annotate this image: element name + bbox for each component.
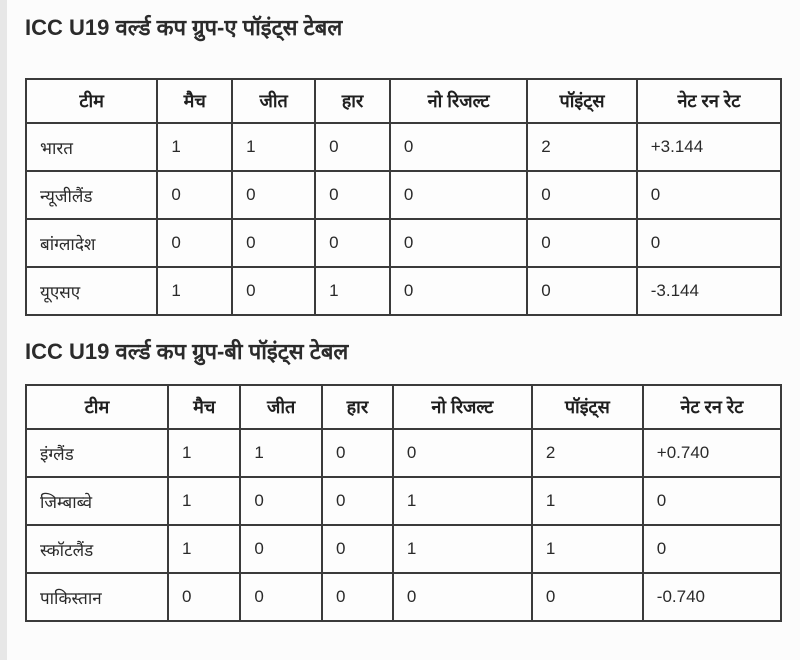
column-header: नो रिजल्ट	[393, 385, 532, 429]
stat-cell: 1	[168, 525, 240, 573]
column-header: मैच	[168, 385, 240, 429]
stat-cell: 1	[232, 123, 315, 171]
team-name-cell: पाकिस्तान	[26, 573, 168, 621]
stat-cell: -0.740	[643, 573, 781, 621]
stat-cell: +3.144	[637, 123, 781, 171]
stat-cell: 1	[157, 123, 232, 171]
stat-cell: 0	[393, 429, 532, 477]
stat-cell: -3.144	[637, 267, 781, 315]
column-header: जीत	[232, 79, 315, 123]
team-name-cell: भारत	[26, 123, 157, 171]
group-b-table-title: ICC U19 वर्ल्ड कप ग्रुप-बी पॉइंट्स टेबल	[25, 339, 349, 364]
column-header: हार	[315, 79, 390, 123]
table-row	[26, 525, 781, 573]
table-row	[26, 477, 781, 525]
stat-cell: 0	[527, 267, 636, 315]
table-row	[26, 429, 781, 477]
stat-cell: 0	[390, 267, 527, 315]
stat-cell: 0	[322, 429, 393, 477]
stat-cell: 0	[232, 171, 315, 219]
stat-cell: 1	[532, 525, 643, 573]
group-a-table-title: ICC U19 वर्ल्ड कप ग्रुप-ए पॉइंट्स टेबल	[25, 15, 343, 40]
header-row	[26, 385, 781, 429]
article-content	[25, 0, 782, 622]
stat-cell: 0	[532, 573, 643, 621]
stat-cell: 0	[322, 573, 393, 621]
stat-cell: 0	[157, 219, 232, 267]
column-header: मैच	[157, 79, 232, 123]
stat-cell: 0	[315, 219, 390, 267]
column-header: पॉइंट्स	[527, 79, 636, 123]
points-table-group-a	[25, 78, 782, 316]
points-table-group-b	[25, 384, 782, 622]
stat-cell: 0	[643, 477, 781, 525]
stat-cell: 0	[390, 123, 527, 171]
stat-cell: 0	[390, 219, 527, 267]
column-header: नेट रन रेट	[643, 385, 781, 429]
team-name-cell: इंग्लैंड	[26, 429, 168, 477]
stat-cell: 1	[532, 477, 643, 525]
column-header: टीम	[26, 79, 157, 123]
table-row	[26, 573, 781, 621]
table-row	[26, 267, 781, 315]
stat-cell: 2	[527, 123, 636, 171]
table-row	[26, 123, 781, 171]
team-name-cell: बांग्लादेश	[26, 219, 157, 267]
stat-cell: 0	[390, 171, 527, 219]
stat-cell: 0	[240, 573, 322, 621]
stat-cell: 1	[315, 267, 390, 315]
stat-cell: 1	[168, 477, 240, 525]
stat-cell: 0	[393, 573, 532, 621]
stat-cell: 0	[315, 171, 390, 219]
stat-cell: 0	[322, 477, 393, 525]
column-header: नो रिजल्ट	[390, 79, 527, 123]
stat-cell: 0	[527, 171, 636, 219]
stat-cell: 0	[643, 525, 781, 573]
stat-cell: 0	[232, 219, 315, 267]
team-name-cell: स्कॉटलैंड	[26, 525, 168, 573]
stat-cell: 0	[637, 171, 781, 219]
stat-cell: 0	[322, 525, 393, 573]
stat-cell: 2	[532, 429, 643, 477]
team-name-cell: जिम्बाब्वे	[26, 477, 168, 525]
stat-cell: 0	[315, 123, 390, 171]
stat-cell: 1	[393, 477, 532, 525]
stat-cell: 1	[168, 429, 240, 477]
stat-cell: 0	[240, 525, 322, 573]
table-row	[26, 219, 781, 267]
stat-cell: 0	[527, 219, 636, 267]
stat-cell: 0	[168, 573, 240, 621]
stat-cell: +0.740	[643, 429, 781, 477]
team-name-cell: न्यूजीलैंड	[26, 171, 157, 219]
stat-cell: 0	[240, 477, 322, 525]
stat-cell: 1	[393, 525, 532, 573]
column-header: टीम	[26, 385, 168, 429]
stat-cell: 0	[232, 267, 315, 315]
column-header: पॉइंट्स	[532, 385, 643, 429]
column-header: नेट रन रेट	[637, 79, 781, 123]
header-row	[26, 79, 781, 123]
stat-cell: 0	[157, 171, 232, 219]
left-edge-strip	[0, 0, 7, 660]
team-name-cell: यूएसए	[26, 267, 157, 315]
stat-cell: 1	[240, 429, 322, 477]
column-header: हार	[322, 385, 393, 429]
table-row	[26, 171, 781, 219]
stat-cell: 0	[637, 219, 781, 267]
column-header: जीत	[240, 385, 322, 429]
stat-cell: 1	[157, 267, 232, 315]
